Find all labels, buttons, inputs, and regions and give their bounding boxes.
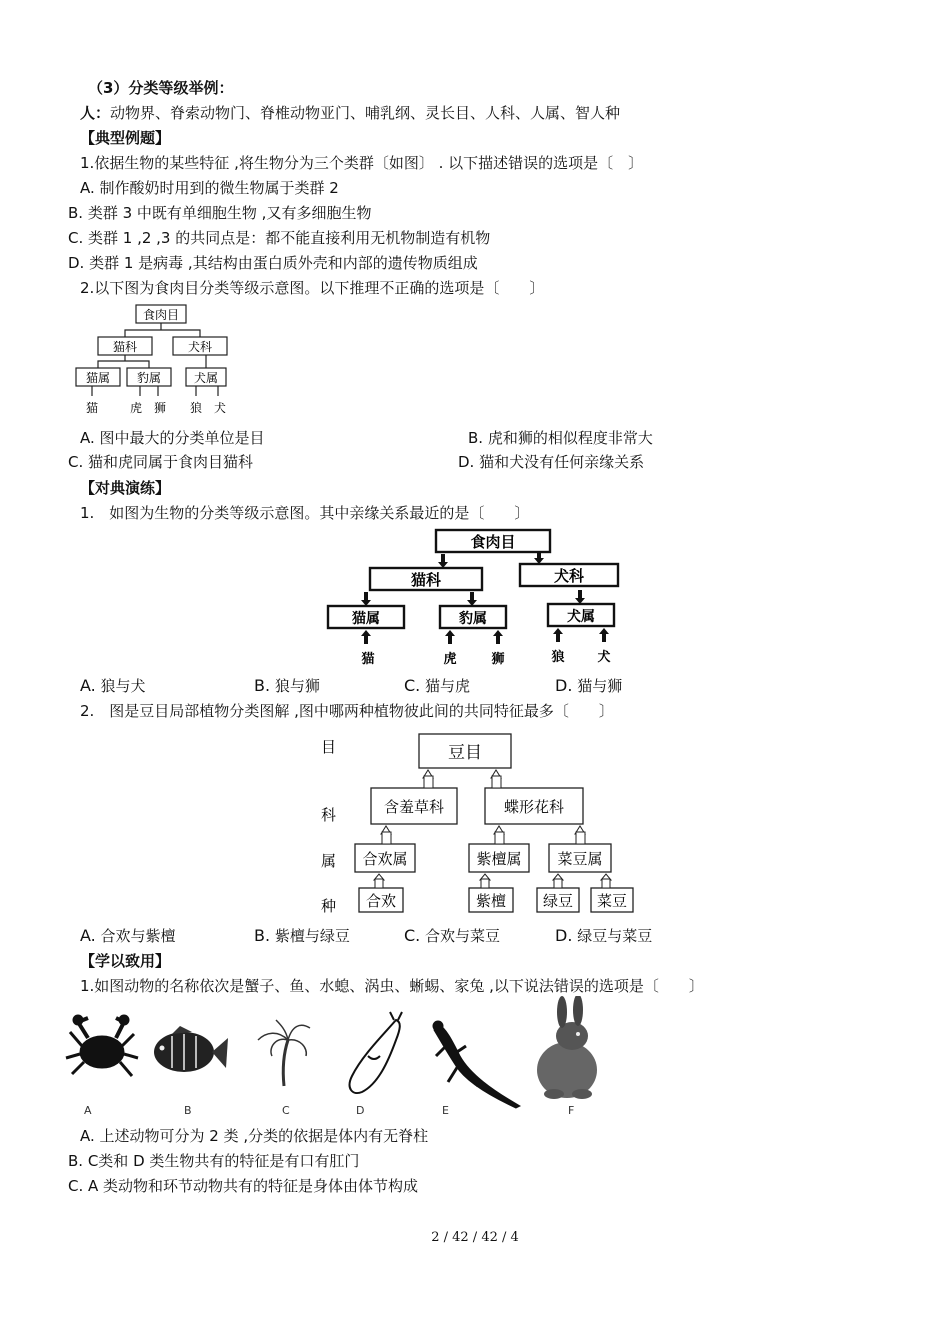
label-genus-leopard: 豹属 [136,371,162,385]
label-sp-wolf: 狼 [551,650,565,665]
practice-heading: 【对典演练】 [80,479,171,497]
option-text: 猫与虎 [425,677,471,695]
label-genus-leopard: 豹属 [459,611,487,627]
apply-q1-option-a: A. 上述动物可分为 2 类 ,分类的依据是体内有无脊柱 [80,1127,429,1145]
carnivora-diagram-small [70,302,240,420]
typical-q1-option-b: B. 类群 3 中既有单细胞生物 ,又有多细胞生物 [68,204,372,222]
label-animal-d: D [356,1104,365,1117]
label-sp-cat: 猫 [361,652,375,667]
practice-q1-option-b [254,676,320,696]
option-letter: C. [404,926,421,945]
example-text: 动物界、脊索动物门、脊椎动物亚门、哺乳纲、灵长目、人科、人属、智人种 [110,104,621,122]
label-genus-cat: 猫属 [352,611,380,627]
label-genus-pterocarpus: 紫檀属 [476,850,522,868]
practice-q1-option-c [404,676,470,696]
carnivora-diagram-large [322,526,627,670]
classification-example [80,103,620,123]
label-family-dog: 犬科 [187,340,213,354]
label-genus-albizia: 合欢属 [362,850,408,868]
label-genus-phaseolus: 菜豆属 [557,850,603,868]
option-letter: A. [80,926,96,945]
lizard-illustration [433,1021,520,1108]
option-letter: B. [254,926,271,945]
label-sp-albizia: 合欢 [365,892,397,910]
label-sp-bean: 菜豆 [596,892,628,910]
typical-q2-option-d: D. 猫和犬没有任何亲缘关系 [458,453,645,471]
label-family-cat: 猫科 [410,571,442,589]
label-order: 豆目 [448,743,482,763]
hydra-illustration [258,1020,310,1086]
label-sp-cat: 猫 [85,401,99,415]
practice-q1-option-d [555,676,622,696]
typical-q1-stem: 1.依据生物的某些特征 ,将生物分为三个类群〔如图〕 . 以下描述错误的选项是〔 〕 [80,154,644,172]
option-text: 合欢与菜豆 [425,927,501,945]
typical-heading: 【典型例题】 [80,129,171,147]
typical-q2-option-a: A. 图中最大的分类单位是目 [80,429,265,447]
typical-q2-option-c: C. 猫和虎同属于食肉目猫科 [68,453,254,471]
option-letter: B. [254,676,271,695]
option-letter: C. [404,676,421,695]
practice-q1-stem: 1. 如图为生物的分类等级示意图。其中亲缘关系最近的是〔 〕 [80,504,530,522]
option-letter: D. [555,926,573,945]
label-sp-dog: 犬 [213,401,227,415]
typical-q2-option-b: B. 虎和狮的相似程度非常大 [468,429,653,447]
practice-q2-option-d [555,926,652,946]
option-letter: D. [555,676,573,695]
option-text: 狼与犬 [100,677,146,695]
label-genus-cat: 猫属 [85,371,111,385]
option-letter: A. [80,676,96,695]
label-animal-c: C [282,1104,290,1117]
label-animal-a: A [84,1104,92,1117]
crab-illustration [66,1015,138,1076]
label-family-dog: 犬科 [553,567,585,585]
rank-genus-label: 属 [321,852,337,870]
apply-heading: 【学以致用】 [80,952,171,970]
fish-illustration [154,1026,228,1072]
practice-q2-option-c [404,926,500,946]
label-sp-mung: 绿豆 [542,892,574,910]
apply-q1-stem: 1.如图动物的名称依次是蟹子、鱼、水螅、涡虫、蜥蜴、家兔 ,以下说法错误的选项是〔 〕 [80,977,704,995]
option-text: 猫与狮 [577,677,623,695]
practice-q2-option-a [80,926,176,946]
label-animal-f: F [568,1104,575,1117]
label-sp-tiger: 虎 [129,401,143,415]
rank-family-label: 科 [321,806,337,824]
label-order: 食肉目 [470,533,516,551]
animals-figure [62,996,622,1120]
fabales-diagram [315,728,640,920]
option-text: 紫檀与绿豆 [274,927,350,945]
label-genus-dog: 犬属 [193,371,219,385]
label-order: 食肉目 [142,308,180,322]
option-text: 狼与狮 [274,677,320,695]
label-sp-wolf: 狼 [189,401,203,415]
typical-q2-stem: 2.以下图为食肉目分类等级示意图。以下推理不正确的选项是〔 〕 [80,279,545,297]
label-family-cat: 猫科 [112,340,138,354]
option-text: 绿豆与菜豆 [577,927,653,945]
label-family-pea: 蝶形花科 [503,798,565,816]
apply-q1-option-b: B. C类和 D 类生物共有的特征是有口有肛门 [68,1152,360,1170]
apply-q1-option-c: C. A 类动物和环节动物共有的特征是身体由体节构成 [68,1177,419,1195]
typical-q1-option-c: C. 类群 1 ,2 ,3 的共同点是：都不能直接利用无机物制造有机物 [68,229,491,247]
label-animal-b: B [184,1104,192,1117]
option-text: 合欢与紫檀 [100,927,176,945]
example-label: 人： [80,104,111,122]
label-sp-padauk: 紫檀 [475,892,507,910]
label-sp-lion: 狮 [153,401,167,415]
label-sp-dog: 犬 [597,650,611,665]
rank-order-label: 目 [321,738,337,756]
section3-heading: （3）分类等级举例： [88,79,234,97]
label-family-mimosa: 含羞草科 [383,798,445,816]
label-genus-dog: 犬属 [567,609,595,625]
practice-q2-option-b [254,926,350,946]
rabbit-illustration [537,996,597,1099]
practice-q1-option-a [80,676,146,696]
rank-species-label: 种 [321,897,337,915]
typical-q1-option-d: D. 类群 1 是病毒 ,其结构由蛋白质外壳和内部的遗传物质组成 [68,254,478,272]
practice-q2-stem: 2. 图是豆目局部植物分类图解 ,图中哪两种植物彼此间的共同特征最多〔 〕 [80,702,614,720]
label-sp-lion: 狮 [491,652,505,667]
label-animal-e: E [442,1104,449,1117]
planarian-illustration [350,1012,402,1093]
label-sp-tiger: 虎 [443,652,457,667]
page-number: 2 / 42 / 42 / 4 [431,1230,519,1245]
typical-q1-option-a: A. 制作酸奶时用到的微生物属于类群 2 [80,179,339,197]
